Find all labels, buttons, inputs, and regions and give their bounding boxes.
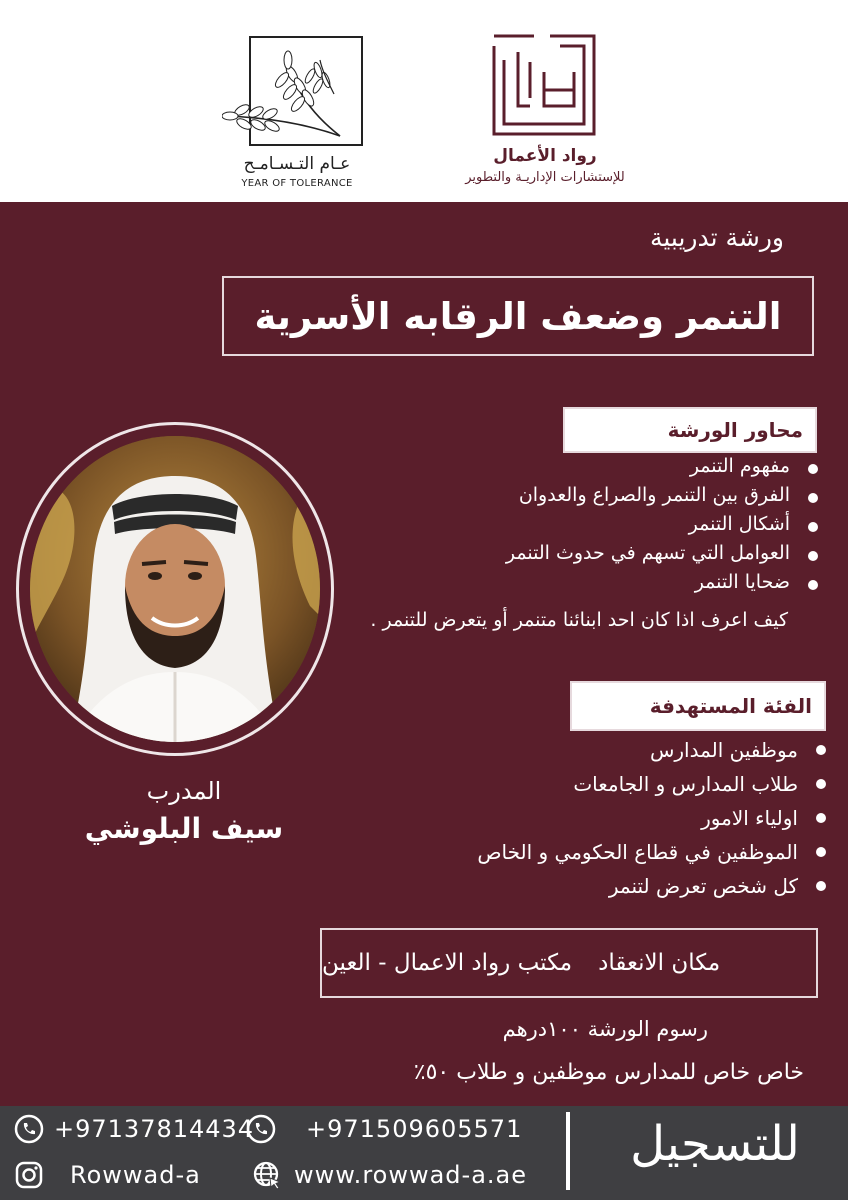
instagram-icon <box>14 1160 44 1190</box>
venue-label: مكان الانعقاد <box>598 950 721 976</box>
phone-number: +971509605571 <box>306 1115 523 1143</box>
website-link[interactable] <box>252 1160 527 1190</box>
header <box>0 0 848 202</box>
axes-note: كيف اعرف اذا كان احد ابنائنا متنمر أو يتعرض للتنمر . <box>370 609 788 631</box>
tolerance-english-text: YEAR OF TOLERANCE <box>241 178 353 189</box>
bullet-icon <box>816 779 826 789</box>
workshop-fee: رسوم الورشة ١٠٠درهم <box>502 1017 708 1041</box>
event-type: ورشة تدريبية <box>649 223 784 252</box>
globe-icon <box>252 1160 282 1190</box>
bullet-icon <box>808 551 818 561</box>
list-item: كل شخص تعرض لتنمر <box>477 869 832 903</box>
instagram-handle[interactable] <box>14 1160 201 1190</box>
company-name: رواد الأعمال <box>493 146 597 166</box>
trainer-label: المدرب <box>146 777 222 805</box>
phone-number: +97137814434 <box>54 1115 255 1143</box>
list-item: اولياء الامور <box>477 801 832 835</box>
discount-note: خاص خاص للمدارس موظفين و طلاب ٥٠٪ <box>413 1060 804 1085</box>
bullet-icon <box>808 522 818 532</box>
list-item: مفهوم التنمر <box>506 452 824 481</box>
divider <box>566 1112 570 1190</box>
list-item: الموظفين في قطاع الحكومي و الخاص <box>477 835 832 869</box>
target-heading: الفئة المستهدفة <box>570 681 826 731</box>
rowwad-mark-icon <box>490 32 598 138</box>
bullet-icon <box>816 813 826 823</box>
title-box <box>222 276 814 356</box>
year-of-tolerance-logo <box>222 30 364 190</box>
tolerance-arabic-text: عـام التـسـامـح <box>243 154 351 174</box>
phone-icon <box>246 1114 276 1144</box>
bullet-icon <box>808 493 818 503</box>
target-list <box>477 733 832 903</box>
list-item: الفرق بين التنمر والصراع والعدوان <box>506 481 824 510</box>
phone-icon <box>14 1114 44 1144</box>
venue-value: مكتب رواد الاعمال - العين <box>322 950 573 976</box>
list-item: طلاب المدارس و الجامعات <box>477 767 832 801</box>
phone-1[interactable] <box>14 1114 254 1144</box>
footer <box>0 1106 848 1200</box>
bullet-icon <box>808 464 818 474</box>
phone-2[interactable] <box>246 1114 522 1144</box>
list-item: العوامل التي تسهم في حدوث التنمر <box>506 539 824 568</box>
page-title: التنمر وضعف الرقابه الأسرية <box>254 294 782 338</box>
trainer-name: سيف البلوشي <box>84 812 284 845</box>
venue-box <box>320 928 818 998</box>
website-text: www.rowwad-a.ae <box>294 1161 528 1189</box>
register-button[interactable]: للتسجيل <box>630 1116 800 1172</box>
list-item: أشكال التنمر <box>506 510 824 539</box>
rowwad-logo <box>440 28 650 198</box>
bullet-icon <box>808 580 818 590</box>
trainer-photo <box>30 436 320 742</box>
company-tagline: للإستشارات الإداريـة والتطوير <box>465 170 625 185</box>
bullet-icon <box>816 745 826 755</box>
ghaf-branch-icon <box>222 30 364 152</box>
bullet-icon <box>816 847 826 857</box>
axes-heading: محاور الورشة <box>563 407 817 453</box>
axes-list <box>506 452 824 597</box>
list-item: موظفين المدارس <box>477 733 832 767</box>
list-item: ضحايا التنمر <box>506 568 824 597</box>
instagram-text: Rowwad-a <box>70 1161 201 1189</box>
bullet-icon <box>816 881 826 891</box>
